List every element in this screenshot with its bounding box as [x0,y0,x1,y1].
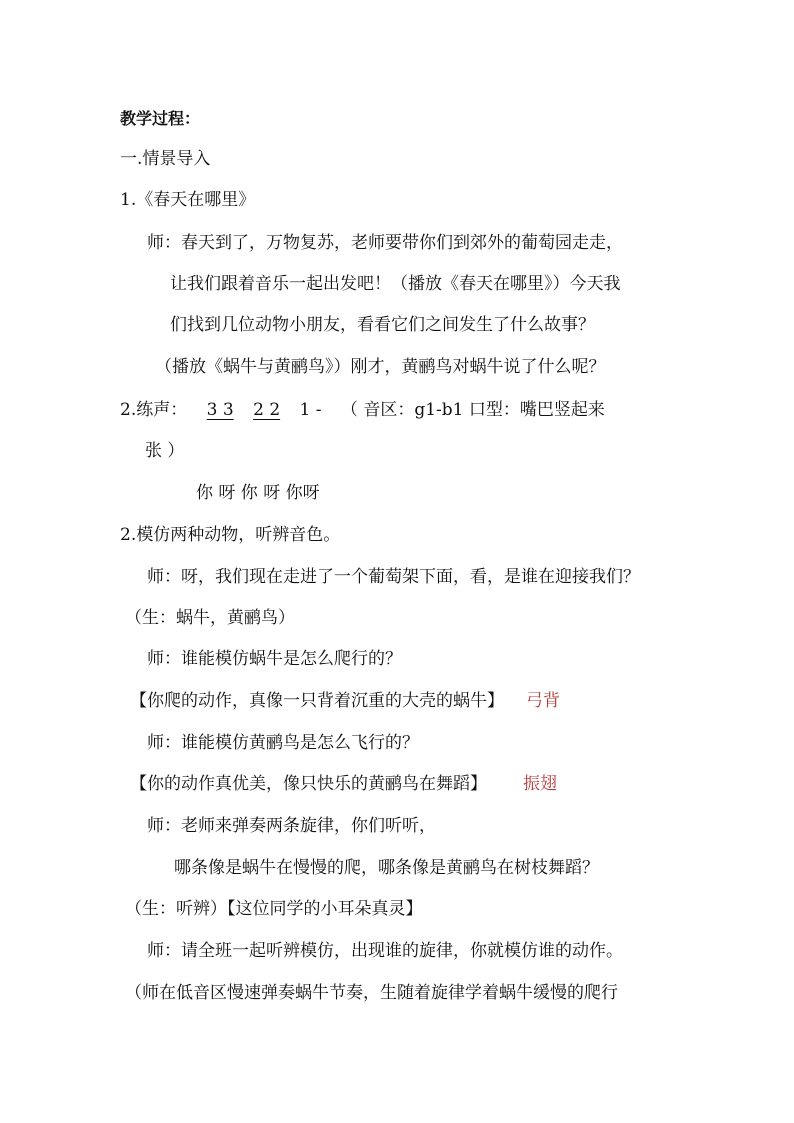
paragraph-line: 师：春天到了，万物复苏，老师要带你们到郊外的葡萄园走走， [147,233,623,253]
item-title: 1.《春天在哪里》 [120,190,256,210]
heading-teaching-process: 教学过程： [120,109,201,128]
dialogue-line: （师在低音区慢速弹奏蜗牛节奏，生随着旋律学着蜗牛缓慢的爬行 [125,983,618,1003]
paragraph-line: 让我们跟着音乐一起出发吧！（播放《春天在哪里》）今天我 [170,274,621,294]
section-title: 一.情景导入 [120,149,211,169]
dialogue-line: 师：呀，我们现在走进了一个葡萄架下面，看，是谁在迎接我们？ [147,567,640,587]
notes-group: 1 - [299,400,322,420]
practice-lyrics: 你 呀 你 呀 你呀 [196,483,320,503]
practice-detail: （ 音区：g1-b1 口型：嘴巴竖起来 [340,400,605,420]
item-title: 2.模仿两种动物，听辨音色。 [120,525,341,545]
praise-text: 【你的动作真优美，像只快乐的黄鹂鸟在舞蹈】 [130,774,487,794]
dialogue-line: （生：听辨）【这位同学的小耳朵真灵】 [125,899,423,919]
practice-continuation: 张 ） [145,441,185,461]
praise-text: 【你爬的动作，真像一只背着沉重的大壳的蜗牛】 [130,691,504,711]
dialogue-line: 哪条像是蜗牛在慢慢的爬，哪条像是黄鹂鸟在树枝舞蹈？ [174,858,599,878]
dialogue-line [130,773,557,795]
paragraph-line: 们找到几位动物小朋友，看看它们之间发生了什么故事？ [170,315,595,335]
dialogue-line: 师：老师来弹奏两条旋律，你们听听， [147,816,436,836]
dialogue-line: 师：请全班一起听辨模仿，出现谁的旋律，你就模仿谁的动作。 [147,941,623,961]
dialogue-line: 师：谁能模仿黄鹂鸟是怎么飞行的？ [147,733,419,753]
dialogue-line [130,690,560,712]
notes-group: 3 3 [206,400,234,420]
vocal-practice-line [120,399,605,421]
dialogue-line: 师：谁能模仿蜗牛是怎么爬行的？ [147,649,402,669]
practice-prefix: 2.练声： [120,400,188,420]
action-note: 弓背 [526,691,560,711]
paragraph-line: （播放《蜗牛与黄鹂鸟》）刚才，黄鹂鸟对蜗牛说了什么呢？ [155,357,606,377]
action-note: 振翅 [523,774,557,794]
dialogue-line: （生：蜗牛，黄鹂鸟） [125,608,295,628]
notes-group: 2 2 [253,400,281,420]
